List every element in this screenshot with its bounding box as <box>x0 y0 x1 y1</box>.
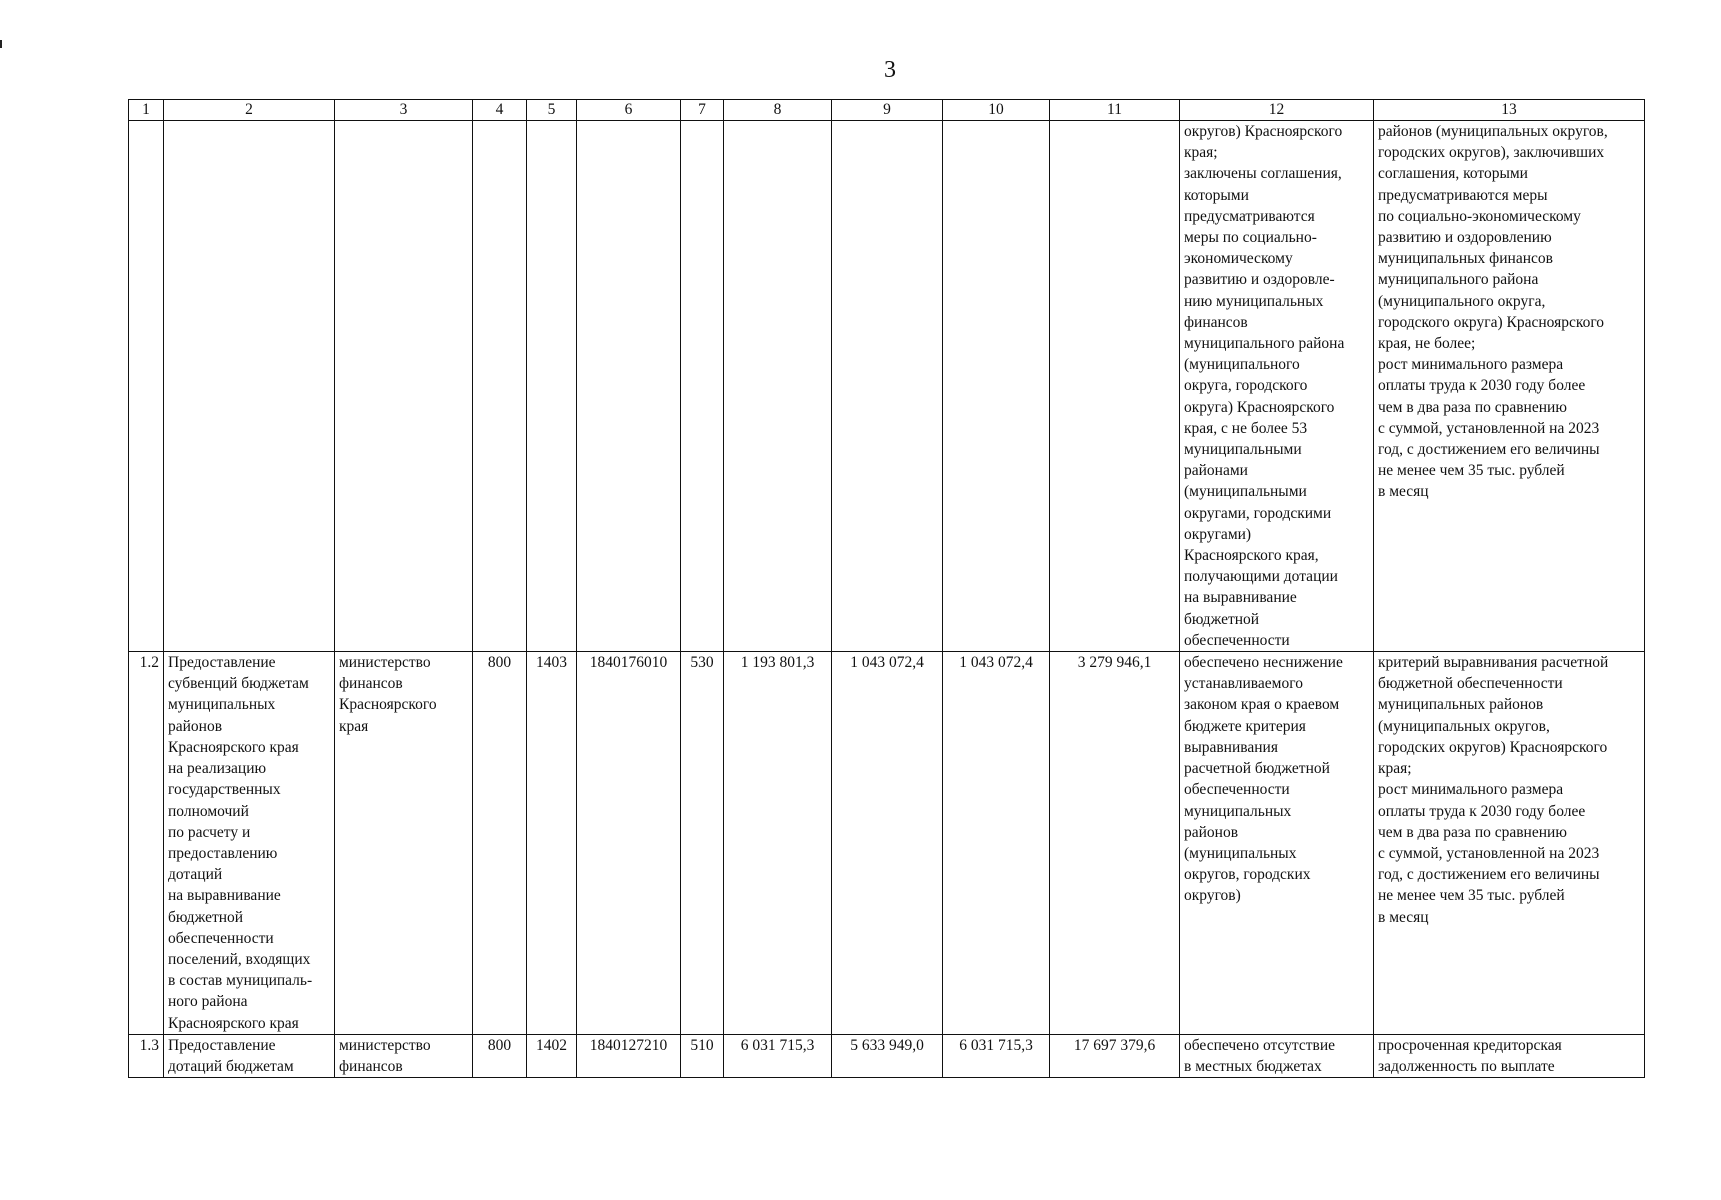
amount-cell: 1 193 801,3 <box>724 652 832 1035</box>
table-row <box>129 121 1645 652</box>
code-cell: 800 <box>473 1034 527 1077</box>
row-number-cell: 1.3 <box>129 1034 164 1077</box>
code-cell: 800 <box>473 652 527 1035</box>
header-cell: 4 <box>473 100 527 121</box>
header-row <box>129 100 1645 121</box>
amount-cell: 1 043 072,4 <box>943 652 1050 1035</box>
amount-cell: 6 031 715,3 <box>724 1034 832 1077</box>
section-code-cell <box>527 121 577 652</box>
scan-edge-mark <box>0 40 2 48</box>
header-cell: 13 <box>1374 100 1645 121</box>
page-number: 3 <box>884 57 896 83</box>
amount-cell: 5 633 949,0 <box>832 1034 943 1077</box>
responsible-org-cell: министерство финансов Красноярского края <box>335 652 473 1035</box>
section-code-cell: 1403 <box>527 652 577 1035</box>
row-number-cell <box>129 121 164 652</box>
activity-name-cell: Предоставление субвенций бюджетам муниципальных районов Красноярского края на реализацию государственных полномочий по расчету и предоставлению дотаций на выравнивание бюджетной обеспеченности поселений, входящих в состав муниципаль- ного района Красноярского края <box>164 652 335 1035</box>
header-cell: 5 <box>527 100 577 121</box>
header-cell: 9 <box>832 100 943 121</box>
header-cell: 11 <box>1050 100 1180 121</box>
section-code-cell: 1402 <box>527 1034 577 1077</box>
total-amount-cell: 3 279 946,1 <box>1050 652 1180 1035</box>
code-cell <box>473 121 527 652</box>
header-cell: 12 <box>1180 100 1374 121</box>
total-amount-cell: 17 697 379,6 <box>1050 1034 1180 1077</box>
table-row <box>129 652 1645 1035</box>
target-code-cell <box>577 121 681 652</box>
header-cell: 3 <box>335 100 473 121</box>
header-cell: 8 <box>724 100 832 121</box>
amount-cell <box>724 121 832 652</box>
header-cell: 7 <box>681 100 724 121</box>
header-cell: 6 <box>577 100 681 121</box>
expected-result-cell: обеспечено неснижение устанавливаемого законом края о краевом бюджете критерия выравнивания расчетной бюджетной обеспеченности муниципальных районов (муниципальных округов, городских округов) <box>1180 652 1374 1035</box>
amount-cell: 1 043 072,4 <box>832 652 943 1035</box>
expected-result-cell: округов) Красноярского края; заключены соглашения, которыми предусматриваются меры по социально- экономическому развитию и оздоровле- нию муниципальных финансов муниципального района (муниципального округа, городского округа) Красноярского края, с не более 53 муниципальными районами (муниципальными округами, городскими округами) Красноярского края, получающими дотации на выравнивание бюджетной обеспеченности <box>1180 121 1374 652</box>
activity-name-cell: Предоставление дотаций бюджетам <box>164 1034 335 1077</box>
amount-cell <box>832 121 943 652</box>
table-row <box>129 1034 1645 1077</box>
indicator-cell: критерий выравнивания расчетной бюджетной обеспеченности муниципальных районов (муниципальных округов, городских округов) Красноярского края; рост минимального размера оплаты труда к 2030 году более чем в два раза по сравнению с суммой, установленной на 2023 год, с достижением его величины не менее чем 35 тыс. рублей в месяц <box>1374 652 1645 1035</box>
header-cell: 1 <box>129 100 164 121</box>
program-activities-table <box>128 99 1645 1078</box>
responsible-org-cell <box>335 121 473 652</box>
expense-type-cell: 530 <box>681 652 724 1035</box>
expense-type-cell: 510 <box>681 1034 724 1077</box>
header-cell: 2 <box>164 100 335 121</box>
total-amount-cell <box>1050 121 1180 652</box>
row-number-cell: 1.2 <box>129 652 164 1035</box>
target-code-cell: 1840176010 <box>577 652 681 1035</box>
target-code-cell: 1840127210 <box>577 1034 681 1077</box>
expected-result-cell: обеспечено отсутствие в местных бюджетах <box>1180 1034 1374 1077</box>
activity-name-cell <box>164 121 335 652</box>
header-cell: 10 <box>943 100 1050 121</box>
responsible-org-cell: министерство финансов <box>335 1034 473 1077</box>
indicator-cell: просроченная кредиторская задолженность по выплате <box>1374 1034 1645 1077</box>
expense-type-cell <box>681 121 724 652</box>
amount-cell <box>943 121 1050 652</box>
amount-cell: 6 031 715,3 <box>943 1034 1050 1077</box>
indicator-cell: районов (муниципальных округов, городских округов), заключивших соглашения, которыми предусматриваются меры по социально-экономическому развитию и оздоровлению муниципальных финансов муниципального района (муниципального округа, городского округа) Красноярского края, не более; рост минимального размера оплаты труда к 2030 году более чем в два раза по сравнению с суммой, установленной на 2023 год, с достижением его величины не менее чем 35 тыс. рублей в месяц <box>1374 121 1645 652</box>
